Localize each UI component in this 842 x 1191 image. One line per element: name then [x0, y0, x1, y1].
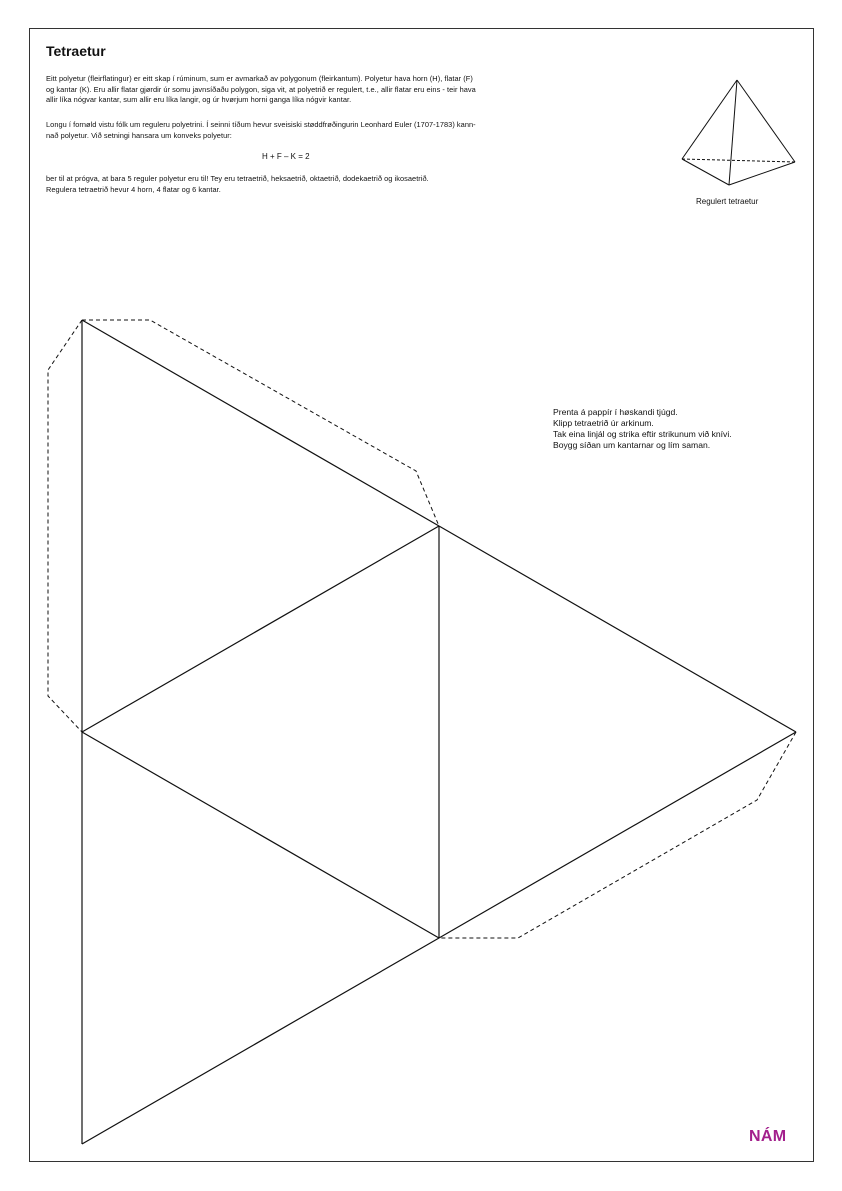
text-line: allir líka nógvar kantar, sum allir eru líka langir, og úr hvørjum horni ganga líka nógvir kantar.	[46, 95, 352, 104]
nam-logo: NÁM	[749, 1128, 787, 1145]
text-line: Eitt polyetur (fleirflatingur) er eitt skap í rúminum, sum er avmarkað av polygonum (fleirkantum). Polyetur hava horn (H), flatar (F)	[46, 74, 473, 83]
text-line: nað polyetur. Við setningi hansara um konveks polyetur:	[46, 130, 232, 140]
instruction-line: Tak eina linjál og strika eftir strikunum við knívi.	[553, 429, 732, 439]
euler-formula: H + F – K = 2	[262, 152, 310, 161]
glue-tab-left	[48, 320, 82, 732]
tetrahedron-illustration	[682, 80, 795, 185]
instruction-line: Prenta á pappír í høskandi tjúgd.	[553, 407, 678, 417]
text-line: ber til at prógva, at bara 5 reguler polyetur eru til! Tey eru tetraetrið, heksaetrið, oktaetrið, dodekaetrið og ikosaetrið.	[46, 174, 429, 183]
instruction-line: Boygg síðan um kantarnar og lím saman.	[553, 440, 711, 450]
instruction-line: Klipp tetraetrið úr arkinum.	[553, 418, 654, 428]
text-line: Regulera tetraetrið hevur 4 horn, 4 flatar og 6 kantar.	[46, 184, 221, 194]
text-line: Longu í fornøld vistu fólk um reguleru polyetrini. Í seinni tíðum hevur sveisiski støddfrøðingurin Leonhard Euler (1707-1783) kann-	[46, 120, 476, 129]
figure-caption: Regulert tetraetur	[696, 197, 759, 206]
instructions	[553, 407, 732, 451]
text-line: og kantar (K). Eru allir flatar gjørdir úr somu javnsíðaðu polygon, siga vit, at polyetrið er regulert, t.e., allir flatar eru eins - teir hava	[46, 84, 476, 94]
page-title: Tetraetur	[46, 43, 106, 59]
